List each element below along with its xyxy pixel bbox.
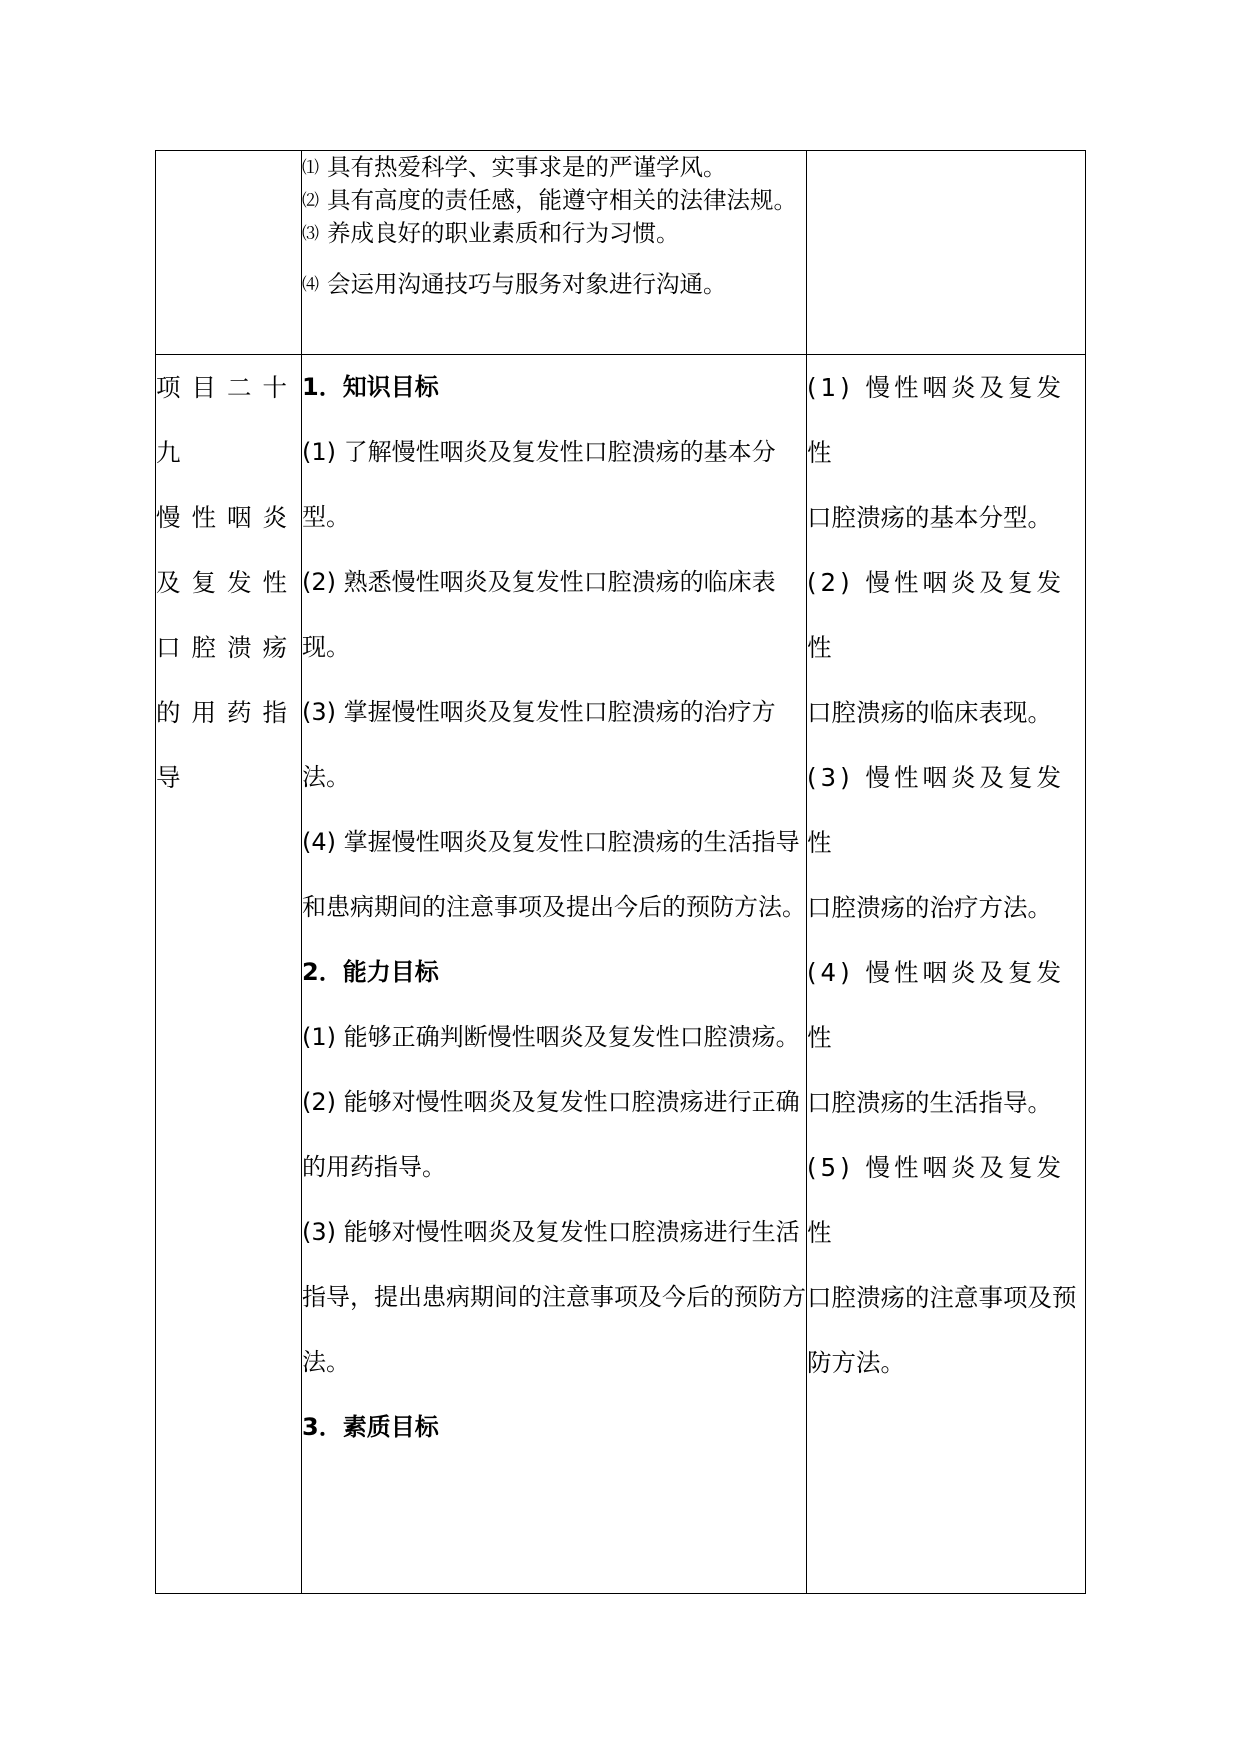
curriculum-table [155, 150, 1086, 1594]
cell-focus-empty [807, 151, 1086, 355]
list-item: (2) 能够对慢性咽炎及复发性口腔溃疡进行正确的用药指导。 [302, 1088, 800, 1181]
knowledge-goals-heading: 1．知识目标 [302, 373, 439, 401]
list-item: (1) 能够正确判断慢性咽炎及复发性口腔溃疡。 [302, 1023, 800, 1051]
list-item: (4) 掌握慢性咽炎及复发性口腔溃疡的生活指导和患病期间的注意事项及提出今后的预防方法。 [302, 828, 806, 921]
list-item: (2) 熟悉慢性咽炎及复发性口腔溃疡的临床表现。 [302, 568, 776, 661]
list-item: (3) 能够对慢性咽炎及复发性口腔溃疡进行生活指导，提出患病期间的注意事项及今后的预防方法。 [302, 1218, 806, 1376]
cell-teaching-goals [302, 355, 807, 1594]
list-item: ⑶ 养成良好的职业素质和行为习惯。 [302, 219, 680, 247]
project-title-line: 九 [156, 438, 192, 467]
table-row-prev-quality [156, 151, 1086, 355]
table-row-project-29 [156, 355, 1086, 1594]
list-item: ⑷ 会运用沟通技巧与服务对象进行沟通。 [302, 270, 727, 298]
cell-project-title [156, 355, 302, 1594]
list-item: (1) 慢性咽炎及复发性 口腔溃疡的基本分型。 [807, 373, 1065, 532]
cell-key-points [807, 355, 1086, 1594]
list-item: (5) 慢性咽炎及复发性 口腔溃疡的注意事项及预防方法。 [807, 1153, 1077, 1377]
list-item: ⑵ 具有高度的责任感，能遵守相关的法律法规。 [302, 186, 797, 214]
cell-quality-goals-continued [302, 151, 807, 355]
project-title-line: 及复发性 [156, 568, 298, 597]
list-item: (3) 慢性咽炎及复发性 口腔溃疡的治疗方法。 [807, 763, 1065, 922]
quality-goals-heading: 3．素质目标 [302, 1413, 439, 1441]
project-title-line: 项目二十 [156, 373, 298, 402]
project-title-line: 的用药指 [156, 698, 298, 727]
list-item: (4) 慢性咽炎及复发性 口腔溃疡的生活指导。 [807, 958, 1065, 1117]
project-title-line: 口腔溃疡 [156, 633, 298, 662]
cell-project-empty [156, 151, 302, 355]
list-item: (3) 掌握慢性咽炎及复发性口腔溃疡的治疗方法。 [302, 698, 776, 791]
project-title-line: 慢性咽炎 [156, 503, 298, 532]
list-item: ⑴ 具有热爱科学、实事求是的严谨学风。 [302, 153, 727, 181]
ability-goals-heading: 2．能力目标 [302, 958, 439, 986]
project-title-line: 导 [156, 763, 192, 792]
list-item: (1) 了解慢性咽炎及复发性口腔溃疡的基本分型。 [302, 438, 776, 531]
list-item: (2) 慢性咽炎及复发性 口腔溃疡的临床表现。 [807, 568, 1065, 727]
